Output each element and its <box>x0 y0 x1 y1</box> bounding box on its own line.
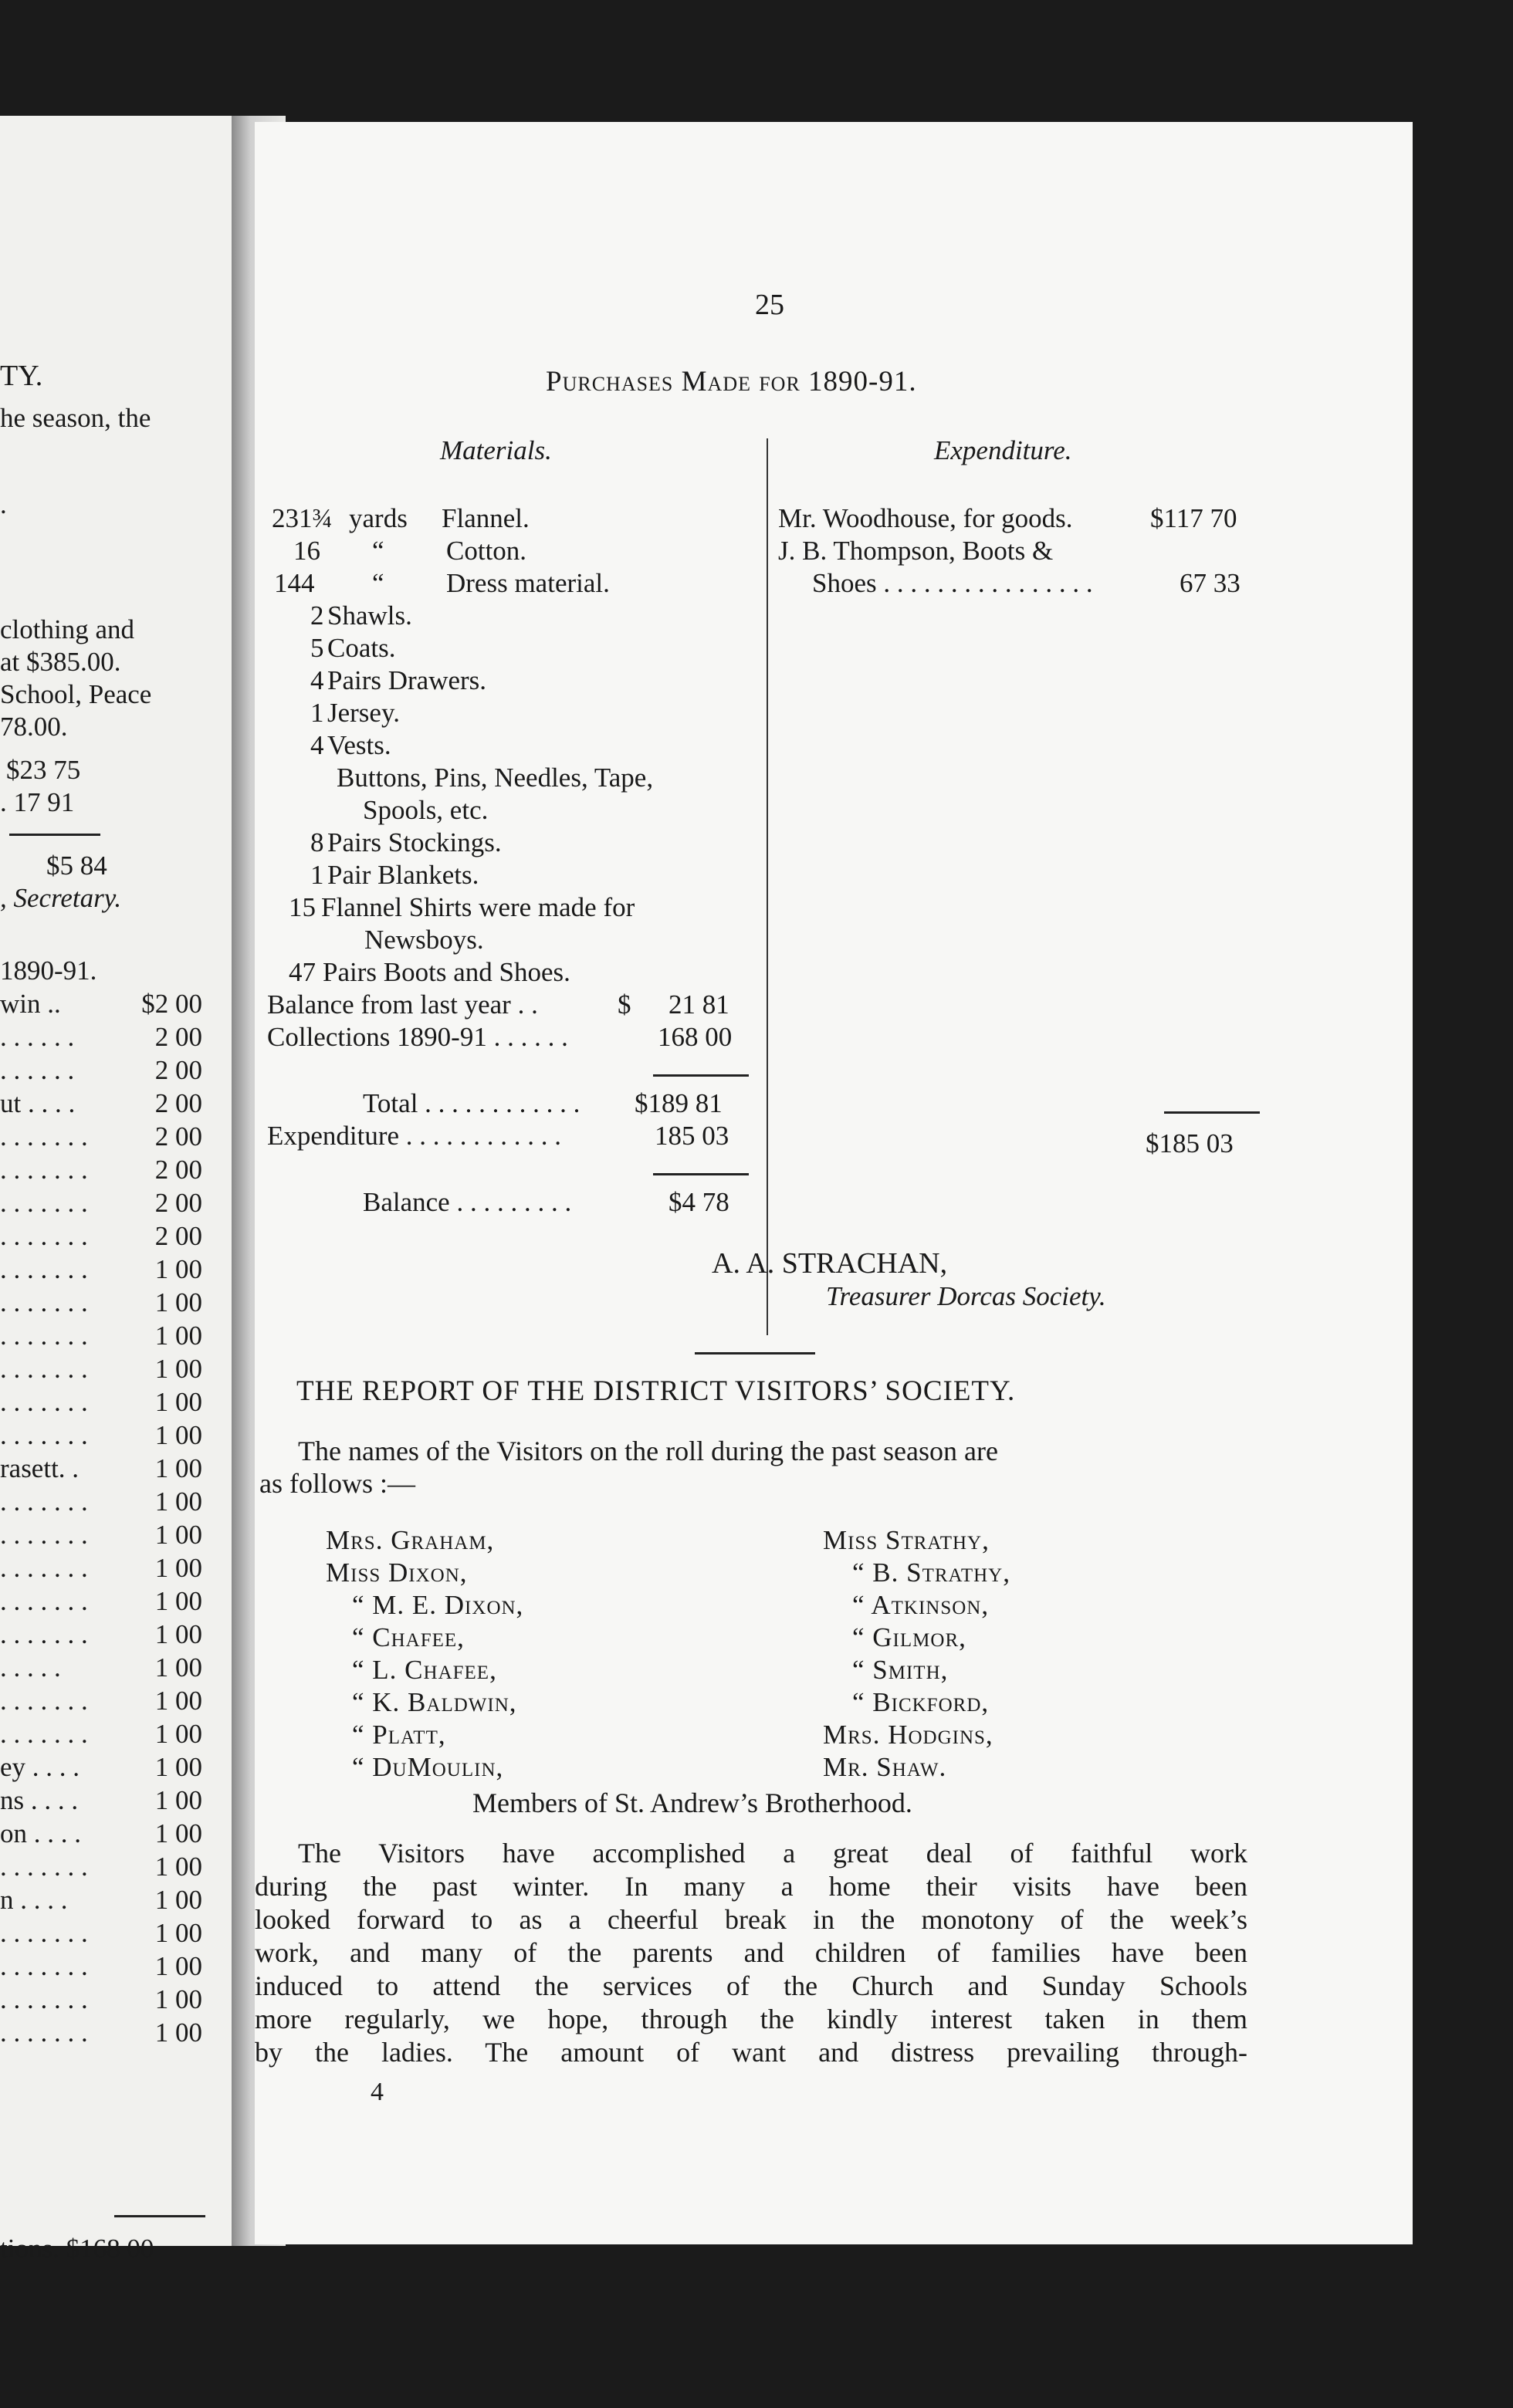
left-list-label: . . . . . . . <box>0 2017 88 2048</box>
left-year: 1890-91. <box>0 955 97 986</box>
left-list-label: . . . . . . . <box>0 1287 88 1317</box>
left-list-label: . . . . . . . <box>0 1188 88 1218</box>
left-list-amount: 1 00 <box>154 1586 202 1616</box>
left-list-label: . . . . . . . <box>0 1354 88 1384</box>
left-list-amount: 1 00 <box>154 1321 202 1351</box>
left-list-label: n . . . . <box>0 1885 68 1915</box>
material-item: Coats. <box>327 633 396 663</box>
left-rule <box>9 834 100 836</box>
material-unit: “ <box>372 536 384 566</box>
left-balance: $5 84 <box>46 851 107 881</box>
left-list-label: . . . . . . . <box>0 1586 88 1616</box>
left-list-amount: 2 00 <box>154 1088 202 1118</box>
visitor-name: “ Atkinson, <box>852 1590 990 1620</box>
left-list-label: . . . . . . . <box>0 1852 88 1882</box>
left-total: tions. $168 00 <box>0 2234 154 2264</box>
material-item: Jersey. <box>327 698 400 728</box>
balance-amount: $4 78 <box>668 1187 729 1217</box>
brotherhood-line: Members of St. Andrew’s Brotherhood. <box>472 1787 912 1818</box>
left-list-label: rasett. . <box>0 1453 80 1483</box>
buttons-line: Buttons, Pins, Needles, Tape, <box>337 763 654 793</box>
total-amount: $189 81 <box>635 1088 723 1118</box>
left-signature: , Secretary. <box>0 883 122 913</box>
intro-line: The names of the Visitors on the roll during the past season are <box>298 1436 998 1466</box>
visitor-name: Mrs. Hodgins, <box>823 1720 993 1750</box>
left-list-amount: 1 00 <box>154 1387 202 1417</box>
paragraph-line: induced to attend the services of the Church and Sunday Schools <box>255 1970 1247 2001</box>
left-amount: . 17 91 <box>0 787 75 817</box>
material-item: Flannel. <box>442 503 530 533</box>
visitor-name: “ B. Strathy, <box>852 1557 1010 1588</box>
materials-heading: Materials. <box>440 435 552 465</box>
material-qty: 1 <box>310 698 324 728</box>
left-list-label: . . . . . . <box>0 1055 75 1085</box>
visitor-name: “ L. Chafee, <box>352 1655 497 1685</box>
left-list-amount: 1 00 <box>154 1818 202 1848</box>
left-list-label: . . . . . . . <box>0 1553 88 1583</box>
material-qty: 2 <box>310 600 324 631</box>
balance-rule <box>653 1173 749 1175</box>
left-list-label: . . . . . . . <box>0 1984 88 2014</box>
visitor-name: “ DuMoulin, <box>352 1752 504 1782</box>
balance-last-year-label: Balance from last year . . <box>267 989 538 1020</box>
material-item: Flannel Shirts were made for <box>321 892 635 922</box>
left-list-label: . . . . . . . <box>0 1254 88 1284</box>
expenditure-total-rule <box>1164 1111 1260 1114</box>
left-list-amount: 2 00 <box>154 1022 202 1052</box>
left-list-label: ut . . . . <box>0 1088 76 1118</box>
material-item: Cotton. <box>446 536 527 566</box>
report-paragraph <box>255 1837 1247 2069</box>
material-item: Vests. <box>327 730 391 760</box>
visitor-name: “ K. Baldwin, <box>352 1687 517 1717</box>
left-list-amount: 1 00 <box>154 1453 202 1483</box>
collections-amount: 168 00 <box>658 1022 733 1052</box>
total-label: Total . . . . . . . . . . . . <box>363 1088 580 1118</box>
left-list-amount: 1 00 <box>154 1553 202 1583</box>
expenditure-item: Mr. Woodhouse, for goods. <box>778 503 1073 533</box>
treasurer-name: A. A. STRACHAN, <box>712 1247 948 1280</box>
left-list-label: . . . . . . . <box>0 1321 88 1351</box>
visitor-name: “ Bickford, <box>852 1687 990 1717</box>
left-text-line: clothing and <box>0 614 134 644</box>
left-list-amount: 2 00 <box>154 1055 202 1085</box>
intro-line: as follows :— <box>259 1468 415 1499</box>
paragraph-line: more regularly, we hope, through the kindly interest taken in them <box>255 2004 1247 2034</box>
material-unit: “ <box>372 568 384 598</box>
expenditure-total: $185 03 <box>1146 1128 1234 1158</box>
left-list-amount: 1 00 <box>154 1254 202 1284</box>
left-list-amount: 1 00 <box>154 1287 202 1317</box>
balance-last-year-amount: 21 81 <box>668 989 729 1020</box>
left-text-line: at $385.00. <box>0 647 121 677</box>
left-list-label: ns . . . . <box>0 1785 79 1815</box>
right-page <box>255 122 1413 2244</box>
expenditure-item-amount: 67 33 <box>1180 568 1241 598</box>
collections-label: Collections 1890-91 . . . . . . <box>267 1022 568 1052</box>
material-qty: 16 <box>293 536 320 566</box>
expenditure-label: Expenditure . . . . . . . . . . . . <box>267 1121 562 1151</box>
visitor-name: “ Chafee, <box>352 1622 465 1652</box>
material-qty: 15 <box>289 892 316 922</box>
left-list-amount: 2 00 <box>154 1188 202 1218</box>
material-unit: yards <box>349 503 408 533</box>
left-list-amount: 1 00 <box>154 1852 202 1882</box>
left-list-amount: 1 00 <box>154 1686 202 1716</box>
left-list-amount: 1 00 <box>154 1752 202 1782</box>
left-list-label: . . . . . . . <box>0 1155 88 1185</box>
column-divider <box>767 438 768 1335</box>
left-list-amount: 1 00 <box>154 1719 202 1749</box>
visitor-name: Mrs. Graham, <box>326 1525 495 1555</box>
left-list-label: ey . . . . <box>0 1752 80 1782</box>
left-list-label: win .. <box>0 989 61 1019</box>
left-list-label: . . . . . . . <box>0 1686 88 1716</box>
left-list-label: . . . . . . . <box>0 1951 88 1981</box>
expenditure-item-amount: $117 70 <box>1150 503 1237 533</box>
left-list-amount: 2 00 <box>154 1221 202 1251</box>
left-list-amount: 1 00 <box>154 1520 202 1550</box>
material-item: Shawls. <box>327 600 412 631</box>
left-list-amount: 1 00 <box>154 1619 202 1649</box>
material-item: Pairs Boots and Shoes. <box>323 957 570 987</box>
left-list-amount: 1 00 <box>154 1486 202 1517</box>
expenditure-amount: 185 03 <box>655 1121 729 1151</box>
visitor-name: Mr. Shaw. <box>823 1752 947 1782</box>
visitor-name: “ Platt, <box>352 1720 446 1750</box>
purchases-title: Purchases Made for 1890-91. <box>546 366 917 397</box>
left-list-amount: 1 00 <box>154 2017 202 2048</box>
left-list-amount: 1 00 <box>154 1918 202 1948</box>
left-list-amount: 1 00 <box>154 1951 202 1981</box>
left-list-label: . . . . . . . <box>0 1719 88 1749</box>
material-qty: 8 <box>310 827 324 857</box>
expenditure-heading: Expenditure. <box>934 435 1072 465</box>
expenditure-item: Shoes . . . . . . . . . . . . . . . . <box>812 568 1093 598</box>
left-list-amount: 2 00 <box>154 1121 202 1152</box>
left-list-label: . . . . . . . <box>0 1420 88 1450</box>
left-list-amount: 1 00 <box>154 1652 202 1683</box>
left-list-amount: $2 00 <box>141 989 202 1019</box>
signature-mark: 4 <box>371 2078 384 2106</box>
material-item: Dress material. <box>446 568 610 598</box>
material-item: Pairs Stockings. <box>327 827 502 857</box>
paragraph-line: looked forward to as a cheerful break in the monotony of the week’s <box>255 1904 1247 1935</box>
left-list-amount: 1 00 <box>154 1984 202 2014</box>
material-qty: 4 <box>310 730 324 760</box>
paragraph-line: by the ladies. The amount of want and distress prevailing through- <box>255 2037 1247 2068</box>
visitor-name: “ Smith, <box>852 1655 949 1685</box>
left-text-line: School, Peace <box>0 679 152 709</box>
section-divider <box>695 1352 815 1354</box>
left-amount: $23 75 <box>6 755 81 785</box>
left-list-label: . . . . . . . <box>0 1918 88 1948</box>
paragraph-line: The Visitors have accomplished a great deal of faithful work <box>298 1838 1247 1869</box>
left-list-label: . . . . . <box>0 1652 61 1683</box>
left-list-amount: 1 00 <box>154 1420 202 1450</box>
left-text-line: he season, the <box>0 403 151 433</box>
visitor-name: Miss Strathy, <box>823 1525 990 1555</box>
material-item: Pairs Drawers. <box>327 665 487 695</box>
page-number: 25 <box>755 289 784 321</box>
left-list-label: . . . . . . . <box>0 1520 88 1550</box>
paragraph-line: during the past winter. In many a home their visits have been <box>255 1871 1247 1902</box>
left-list-label: . . . . . . <box>0 1022 75 1052</box>
balance-label: Balance . . . . . . . . . <box>363 1187 572 1217</box>
left-list-amount: 2 00 <box>154 1155 202 1185</box>
left-text-line: 78.00. <box>0 712 68 742</box>
left-list-label: on . . . . <box>0 1818 81 1848</box>
treasurer-title: Treasurer Dorcas Society. <box>826 1281 1106 1311</box>
left-total-rule <box>114 2215 205 2217</box>
left-list-label: . . . . . . . <box>0 1387 88 1417</box>
visitor-name: “ M. E. Dixon, <box>352 1590 524 1620</box>
dollar-sign: $ <box>618 989 631 1020</box>
visitor-name: Miss Dixon, <box>326 1557 468 1588</box>
material-qty: 4 <box>310 665 324 695</box>
material-qty: 1 <box>310 860 324 890</box>
left-list-label: . . . . . . . <box>0 1619 88 1649</box>
left-list-label: . . . . . . . <box>0 1221 88 1251</box>
material-qty: 144 <box>274 568 315 598</box>
material-qty: 231¾ <box>272 503 333 533</box>
newsboys-line: Newsboys. <box>364 925 484 955</box>
left-list-amount: 1 00 <box>154 1354 202 1384</box>
material-item: Pair Blankets. <box>327 860 479 890</box>
expenditure-item: J. B. Thompson, Boots & <box>778 536 1054 566</box>
paragraph-line: work, and many of the parents and children of families have been <box>255 1937 1247 1968</box>
left-list-label: . . . . . . . <box>0 1121 88 1152</box>
left-text-line: . <box>0 489 7 519</box>
left-heading-fragment: TY. <box>0 360 43 392</box>
buttons-line: Spools, etc. <box>363 795 489 825</box>
report-title: THE REPORT OF THE DISTRICT VISITORS’ SOCIETY. <box>296 1375 1016 1407</box>
visitor-name: “ Gilmor, <box>852 1622 966 1652</box>
left-facing-page <box>0 116 232 2264</box>
left-list-amount: 1 00 <box>154 1885 202 1915</box>
left-list-amount: 1 00 <box>154 1785 202 1815</box>
material-qty: 47 <box>289 957 316 987</box>
left-list-label: . . . . . . . <box>0 1486 88 1517</box>
total-rule <box>653 1074 749 1077</box>
material-qty: 5 <box>310 633 324 663</box>
scan-background-top <box>0 0 1513 116</box>
